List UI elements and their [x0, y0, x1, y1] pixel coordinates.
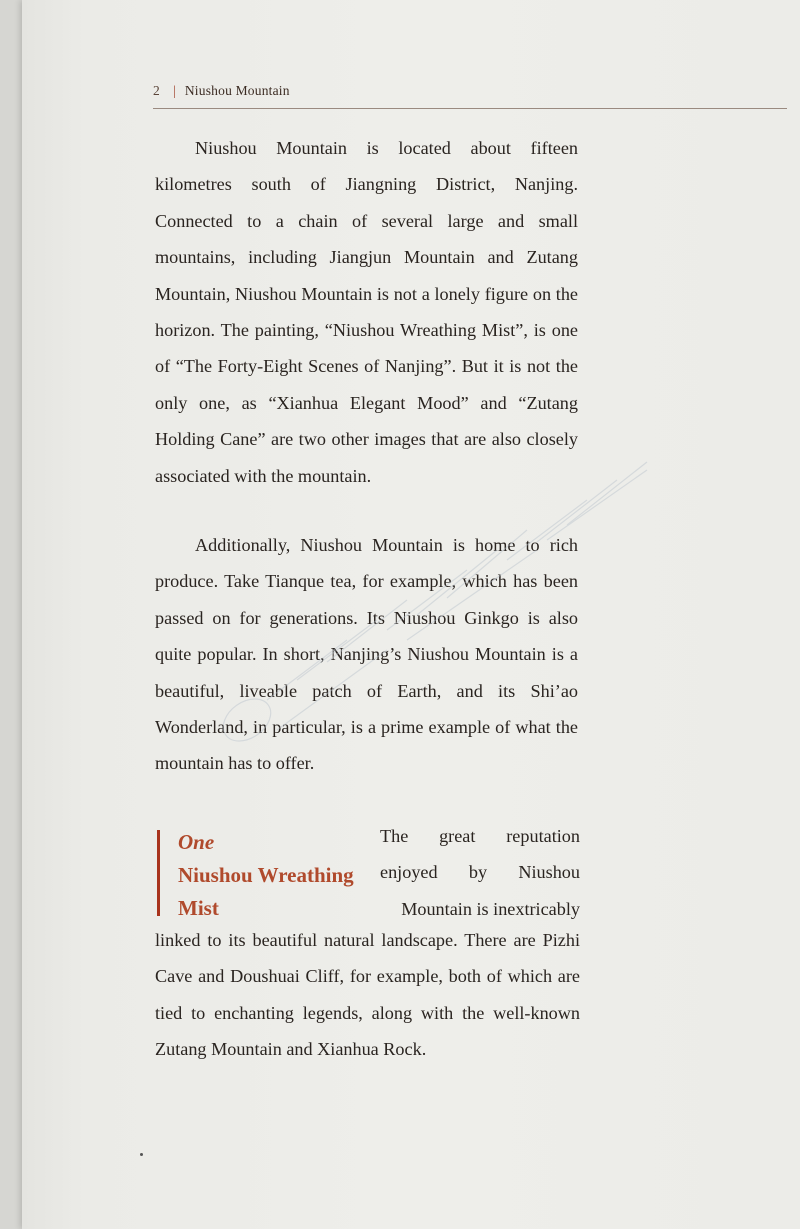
header-separator: |	[172, 83, 176, 98]
section-accent-bar	[157, 830, 160, 916]
running-header	[153, 83, 290, 99]
book-title: Niushou Mountain	[184, 83, 290, 98]
book-page	[22, 0, 800, 1229]
page-speck	[140, 1153, 143, 1156]
section-lead-text: The great reputation enjoyed by Niushou Mountain is inextricably	[380, 826, 580, 919]
section-heading-block	[155, 818, 580, 922]
page-number: 2	[153, 83, 160, 98]
section-label: One	[178, 830, 215, 854]
paragraph-intro: Niushou Mountain is located about fifteen kilometres south of Jiangning District, Nanjing. Connected to a chain of several large and small mountains, including Jiangjun Mountain and Zutang Mountain, Niushou Mountain is not a lonely figure on the horizon. The painting, “Niushou Wreathing Mist”, is one of “The Forty-Eight Scenes of Nanjing”. But it is not the only one, as “Xianhua Elegant Mood” and “Zutang Holding Cane” are two other images that are also closely associated with the mountain.	[155, 138, 578, 486]
section-title-line-1: Niushou Wreathing	[178, 863, 354, 887]
paragraph-section-continuation: linked to its beautiful natural landscape. There are Pizhi Cave and Doushuai Cliff, for example, both of which are tied to enchanting legends, along with the well-known Zutang Mountain and Xianhua Rock.	[155, 930, 580, 1060]
paragraph-produce: Additionally, Niushou Mountain is home to rich produce. Take Tianque tea, for example, which has been passed on for generations. Its Niushou Ginkgo is also quite popular. In short, Nanjing’s Niushou Mountain is a beautiful, liveable patch of Earth, and its Shi’ao Wonderland, in particular, is a prime example of what the mountain has to offer.	[155, 535, 578, 774]
section-title-line-2: Mist	[178, 896, 219, 920]
section-title	[178, 826, 378, 925]
header-rule	[153, 108, 787, 109]
